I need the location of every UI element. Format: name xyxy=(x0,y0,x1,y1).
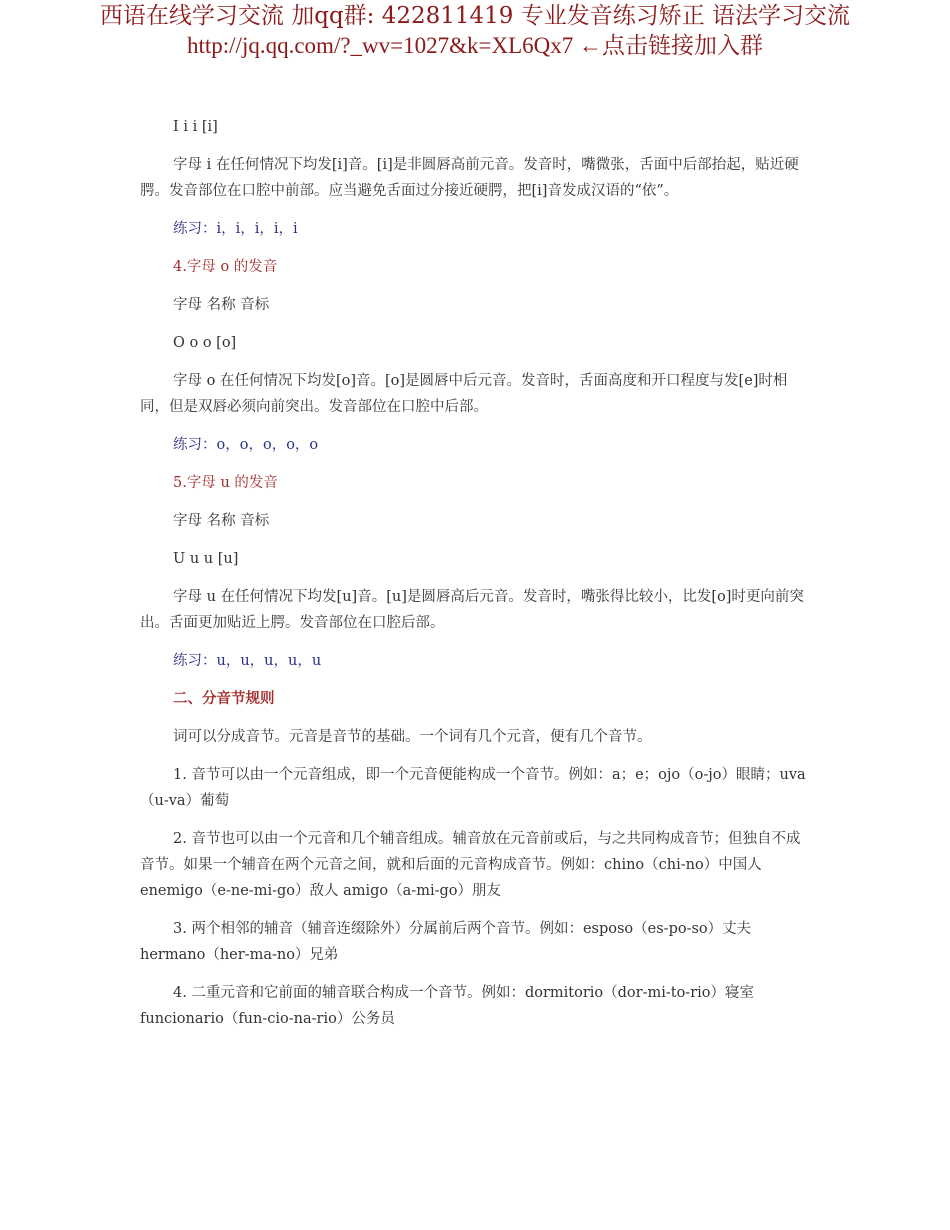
letter-o-description: 字母 o 在任何情况下均发[o]音。[o]是圆唇中后元音。发音时，舌面高度和开口程度与发[e]时相同，但是双唇必须向前突出。发音部位在口腔中后部。 xyxy=(140,373,788,415)
promo-header xyxy=(0,0,950,61)
letter-u-heading: 5.字母 u 的发音 xyxy=(173,475,278,491)
letter-i-row: I i i [i] xyxy=(173,119,218,135)
syllable-rule-1: 1. 音节可以由一个元音组成，即一个元音便能构成一个音节。例如：a；e；ojo（o-jo）眼睛；uva（u-va）葡萄 xyxy=(140,767,806,809)
letter-i-description: 字母 i 在任何情况下均发[i]音。[i]是非圆唇高前元音。发音时，嘴微张，舌面中后部抬起，贴近硬腭。发音部位在口腔中前部。应当避免舌面过分接近硬腭，把[i]音发成汉语的“依”。 xyxy=(140,157,799,199)
letter-i-practice: 练习：i，i，i，i，i xyxy=(173,221,298,237)
letter-o-row: O o o [o] xyxy=(173,335,237,351)
syllable-rule-2: 2. 音节也可以由一个元音和几个辅音组成。辅音放在元音前或后，与之共同构成音节；但独自不成音节。如果一个辅音在两个元音之间，就和后面的元音构成音节。例如：chino（chi-no）中国人 enemigo（e-ne-mi-go）敌人 amigo（a-mi-go）朋友 xyxy=(140,831,801,899)
letter-u-description: 字母 u 在任何情况下均发[u]音。[u]是圆唇高后元音。发音时，嘴张得比较小，比发[o]时更向前突出。舌面更加贴近上腭。发音部位在口腔后部。 xyxy=(140,589,804,631)
letter-u-practice: 练习：u，u，u，u，u xyxy=(173,653,322,669)
syllable-rule-3: 3. 两个相邻的辅音（辅音连缀除外）分属前后两个音节。例如：esposo（es-po-so）丈夫 hermano（her-ma-no）兄弟 xyxy=(140,921,752,963)
section-syllable-rules-heading: 二、分音节规则 xyxy=(173,691,275,707)
syllable-intro: 词可以分成音节。元音是音节的基础。一个词有几个元音，便有几个音节。 xyxy=(173,729,652,745)
letter-u-columns: 字母 名称 音标 xyxy=(173,513,270,529)
promo-join-link[interactable]: http://jq.qq.com/?_wv=1027&k=XL6Qx7 ←点击链接加入群 xyxy=(187,33,763,58)
letter-o-columns: 字母 名称 音标 xyxy=(173,297,270,313)
letter-u-row: U u u [u] xyxy=(173,551,239,567)
letter-o-practice: 练习：o，o，o，o，o xyxy=(173,437,319,453)
document-body xyxy=(140,114,812,1044)
promo-header-line1: 西语在线学习交流 加qq群: 422811419 专业发音练习矫正 语法学习交流 xyxy=(99,3,851,29)
syllable-rule-4: 4. 二重元音和它前面的辅音联合构成一个音节。例如：dormitorio（dor-mi-to-rio）寝室 funcionario（fun-cio-na-rio）公务员 xyxy=(140,985,755,1027)
letter-o-heading: 4.字母 o 的发音 xyxy=(173,259,278,275)
